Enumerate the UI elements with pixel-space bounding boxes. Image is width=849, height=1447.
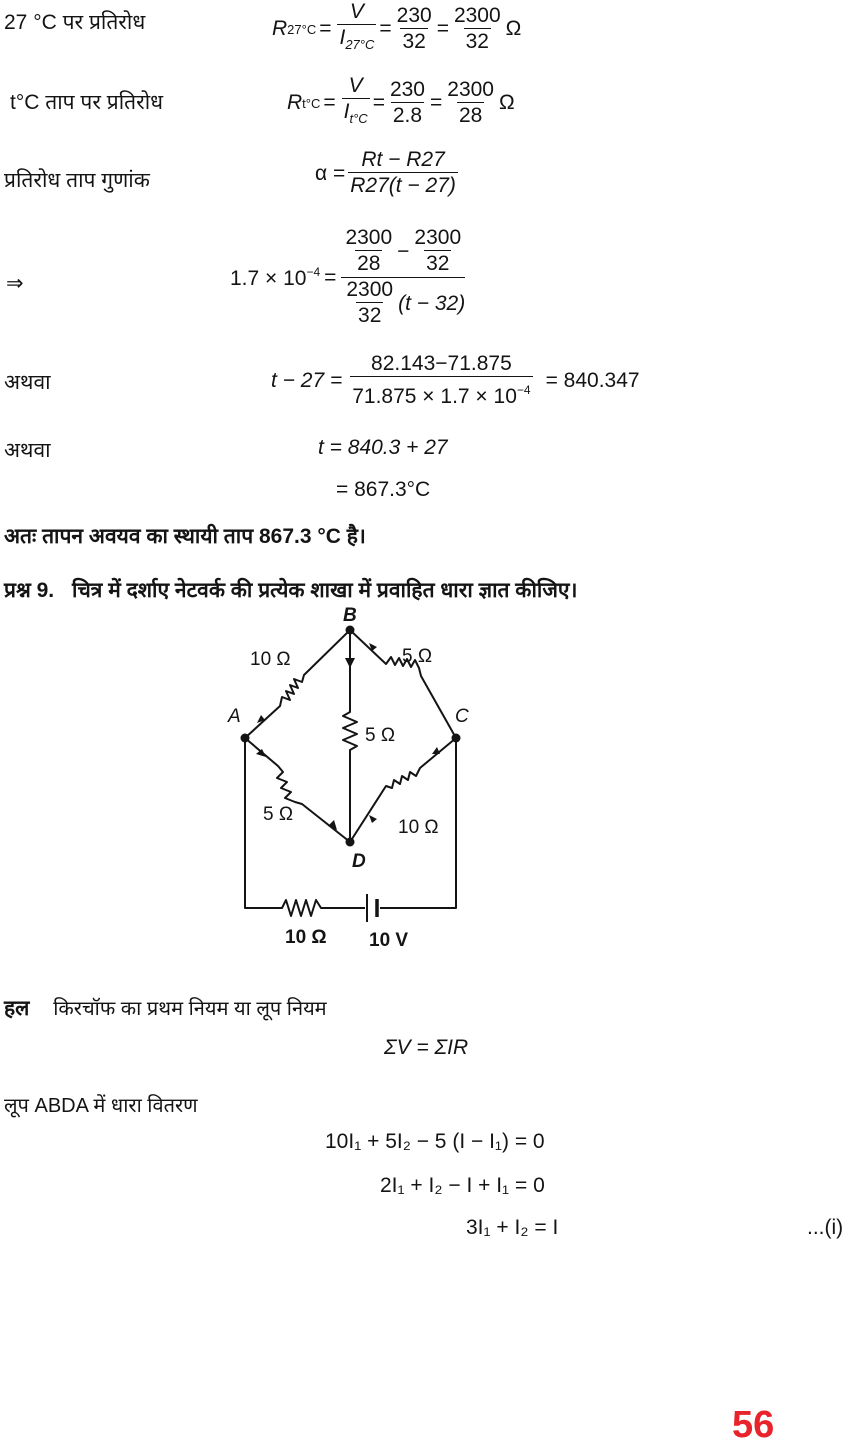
frac-230: 230 [396, 3, 432, 27]
implies-symbol: ⇒ [6, 272, 24, 295]
r-symbol: R [287, 91, 303, 114]
ohm-symbol: Ω [498, 91, 515, 114]
arrow-d-to-c-lower [369, 815, 377, 823]
cf-minus: − [397, 239, 410, 263]
t27-result: = 840.347 [545, 369, 640, 392]
t27-den-exponent: −4 [516, 383, 531, 397]
ohm-symbol: Ω [505, 17, 522, 40]
equation-t-minus-27 [271, 352, 640, 410]
cf-den3: 32 [358, 304, 382, 327]
battery-label: 10 V [369, 930, 409, 951]
equation-t-sum: t = 840.3 + 27 [318, 436, 448, 459]
node-b-dot [346, 626, 355, 635]
node-label-b: B [343, 605, 357, 626]
r27-subscript: 27°C [287, 21, 317, 37]
question-text: चित्र में दर्शाए नेटवर्क की प्रत्येक शाखा में प्रवाहित धारा ज्ञात कीजिए। [72, 579, 578, 602]
frac-230: 230 [389, 77, 425, 101]
solution-eq2: 2I₁ + I₂ − I + I₁ = 0 [380, 1174, 545, 1197]
arrow-b-to-d [345, 658, 355, 668]
kirchhoff-law: ΣV = ΣIR [384, 1036, 469, 1059]
circuit-diagram [0, 600, 849, 960]
node-label-d: D [352, 851, 366, 872]
frac-v: V [348, 74, 363, 97]
label-temp-coefficient: प्रतिरोध ताप गुणांक [4, 169, 150, 192]
resistor-label-bd: 5 Ω [365, 725, 396, 746]
question-number: प्रश्न 9. [4, 579, 55, 602]
equation-tag: ...(i) [807, 1216, 844, 1239]
page-number: 56 [732, 1404, 775, 1446]
frac-32b: 32 [465, 29, 489, 53]
label-resistance-27: 27 °C पर प्रतिरोध [4, 11, 146, 34]
it-subscript: t°C [349, 111, 368, 126]
node-label-c: C [455, 706, 469, 727]
coef-exponent: −4 [306, 264, 321, 279]
t27-lhs: t − 27 = [271, 369, 343, 392]
t27-numerator: 82.143−71.875 [371, 352, 512, 375]
conclusion-text: अतः तापन अवयव का स्थायी ताप 867.3 °C है। [4, 525, 366, 548]
solution-heading: हल [4, 997, 30, 1020]
solution-line1: किरचॉफ का प्रथम नियम या लूप नियम [53, 998, 327, 1020]
equation-t-result: = 867.3°C [336, 478, 431, 501]
coef-lhs: 1.7 × 10 [230, 266, 307, 290]
resistor-label-ab: 10 Ω [250, 649, 291, 670]
resistor-label-cd: 10 Ω [398, 817, 439, 838]
i27-subscript: 27°C [345, 37, 375, 52]
frac-32: 32 [402, 29, 426, 53]
t27-denominator: 71.875 × 1.7 × 10 [352, 385, 517, 408]
node-d-dot [346, 838, 355, 847]
rt-subscript: t°C [302, 95, 321, 111]
node-label-a: A [228, 706, 241, 727]
frac-28: 28 [458, 103, 483, 127]
node-c-dot [452, 734, 461, 743]
frac-v: V [349, 0, 364, 23]
alpha-lhs: α = [315, 161, 346, 185]
equation-coefficient: $1.7 \times 10^{-4}$ = $\frac{2300}{28}$ − $\frac{2300}{32}$ $\frac{2300}{32}$ (t − 32) [230, 226, 466, 327]
equation-rt: R t°C = $\frac{V}{I_{t^\circ C}}$ = $\frac{230}{2.8}$ = $\frac{2300}{28}$ Ω [287, 74, 515, 132]
equation-alpha [315, 148, 461, 199]
frac-2-8: 2.8 [392, 103, 423, 127]
solution-eq1: 10I₁ + 5I₂ − 5 (I − I₁) = 0 [325, 1130, 545, 1153]
i-symbol: I [339, 26, 346, 49]
resistor-label-bc: 5 Ω [402, 646, 433, 667]
equation-r27: R 27°C = $\frac{V}{I_{27^\circ C}}$ = $\frac{230}{32}$ = $\frac{2300}{32}$ Ω [272, 0, 521, 58]
cf-den1: 28 [357, 252, 381, 275]
cf-num1: 2300 [345, 226, 393, 249]
solution-eq3: 3I₁ + I₂ = I [466, 1216, 559, 1239]
cf-tail: (t − 32) [398, 291, 466, 315]
alpha-numerator: Rt − R27 [361, 148, 445, 171]
arrow-d-to-c-upper [432, 747, 440, 754]
resistor-label-bottom: 10 Ω [285, 927, 327, 948]
cf-num2: 2300 [414, 226, 462, 249]
alpha-denominator: R27(t − 27) [350, 174, 456, 197]
resistor-label-ad: 5 Ω [263, 804, 294, 825]
frac-2300: 2300 [447, 77, 494, 101]
node-a-dot [241, 734, 250, 743]
frac-2300: 2300 [453, 3, 501, 27]
i-symbol: I [343, 100, 350, 123]
label-athva-1: अथवा [4, 371, 51, 394]
label-athva-2: अथवा [4, 439, 51, 462]
r-symbol: R [272, 17, 288, 40]
solution-intro [4, 994, 327, 1022]
loop-description: लूप ABDA में धारा वितरण [4, 1095, 198, 1117]
arrow-a-to-d [256, 749, 266, 757]
label-resistance-t: t°C ताप पर प्रतिरोध [10, 91, 164, 114]
cf-num3: 2300 [346, 278, 394, 301]
cf-den2: 32 [426, 252, 450, 275]
